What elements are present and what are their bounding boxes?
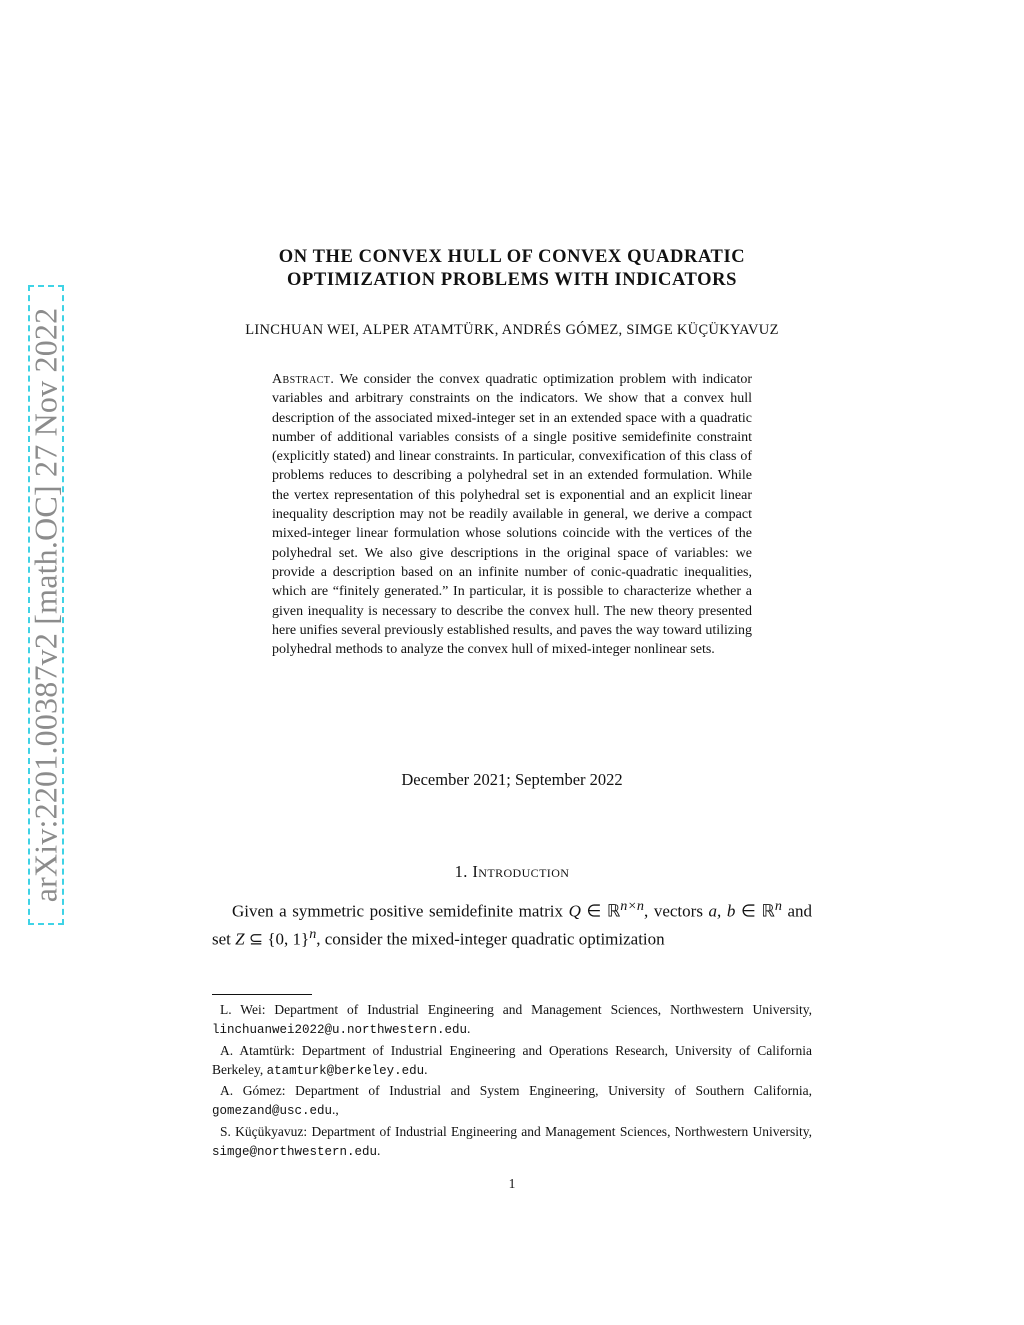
paper-date: December 2021; September 2022 — [401, 770, 623, 789]
footnote-text: A. Gómez: Department of Industrial and System Engineering, University of Southern California, — [220, 1083, 812, 1099]
title-line-1: ON THE CONVEX HULL OF CONVEX QUADRATIC — [278, 247, 746, 267]
abstract-label: Abstract. — [272, 372, 335, 387]
footnote-text: L. Wei: Department of Industrial Engineering and Management Sciences, Northwestern University, — [220, 1002, 812, 1017]
email-link[interactable]: linchuanwei2022@u.northwestern.edu — [212, 1023, 468, 1038]
intro-text-3: and set — [212, 901, 813, 949]
title-line-2: OPTIMIZATION PROBLEMS WITH INDICATORS — [286, 270, 737, 290]
intro-text-4: , consider the mixed-integer quadratic optimization — [316, 929, 665, 949]
author-affiliations — [212, 1000, 812, 1162]
email-link[interactable]: gomezand@usc.edu — [212, 1104, 333, 1119]
footnote-text: S. Küçükyavuz: Department of Industrial Engineering and Management Sciences, Northwestern University, — [220, 1123, 812, 1139]
math-Q: Q — [568, 901, 581, 921]
author-list: LINCHUAN WEI, ALPER ATAMTÜRK, ANDRÉS GÓMEZ, SIMGE KÜÇÜKYAVUZ — [245, 322, 779, 338]
footnote-text: A. Atamtürk: Department of Industrial Engineering and Operations Research, University of California Berkeley, — [212, 1042, 812, 1077]
section-title: Introduction — [472, 862, 570, 881]
math-in-1: ∈ ℝ — [580, 901, 621, 921]
email-link[interactable]: simge@northwestern.edu — [212, 1145, 378, 1160]
math-Z-dim: n — [309, 925, 317, 942]
section-heading — [0, 862, 1024, 882]
intro-text-1: Given a symmetric positive semidefinite matrix — [232, 901, 569, 921]
footnote-gomez: A. Gómez: Department of Industrial and System Engineering, University of Southern California, gomezand@usc.edu., — [212, 1083, 812, 1119]
abstract — [272, 370, 752, 659]
math-R-dim: n — [774, 898, 782, 914]
abstract-text: We consider the convex quadratic optimization problem with indicator variables and arbitrary constraints on the indicators. We show that a convex hull description of the associated mixed-integer set in an extended space with a quadratic number of additional variables consists of a single positive semidefinite constraint (explicitly stated) and linear constraints. In particular, convexification of this class of problems reduces to describing a polyhedral set in an extended formulation. While the vertex representation of this polyhedral set is exponential and an explicit linear inequality description may not be readily available in general, we derive a compact mixed-integer linear formulation whose solutions coincide with the vertices of the polyhedral set. We also give descriptions in the original space of variables: we provide a description based on an infinite number of conic-quadratic inequalities, which are “finitely generated.” In particular, it is possible to characterize whether a given inequality is necessary to describe the convex hull. The new theory presented here unifies several previously established results, and paves the way toward utilizing polyhedral methods to analyze the convex hull of mixed-integer nonlinear sets. — [272, 372, 752, 658]
footnote-atamturk: A. Atamtürk: Department of Industrial Engineering and Operations Research, University of California Berkeley, atamturk@berkeley.edu. — [212, 1042, 812, 1078]
math-Q-dim: n×n — [620, 898, 645, 914]
section-number: 1. — [454, 862, 468, 881]
email-link[interactable]: atamturk@berkeley.edu — [266, 1063, 425, 1078]
arxiv-identifier[interactable]: arXiv:2201.00387v2 [math.OC] 27 Nov 2022 — [27, 307, 64, 903]
paper-title — [0, 246, 1024, 292]
footnote-kucukyavuz: S. Küçükyavuz: Department of Industrial Engineering and Management Sciences, Northwestern University, simge@northwestern.edu. — [212, 1123, 812, 1160]
intro-paragraph — [212, 895, 812, 950]
math-in-2: ∈ ℝ — [735, 901, 775, 921]
footnote-divider — [212, 994, 312, 995]
math-ab: a, b — [708, 901, 736, 921]
page-number: 1 — [508, 1176, 516, 1191]
footnote-wei: L. Wei: Department of Industrial Engineering and Management Sciences, Northwestern University, linchuanwei2022@u.northwestern.edu. — [212, 1002, 812, 1038]
intro-text-2: , vectors — [644, 901, 709, 921]
math-subset: ⊆ {0, 1} — [244, 929, 310, 949]
arxiv-stamp — [28, 285, 64, 925]
math-Z: Z — [235, 929, 245, 949]
